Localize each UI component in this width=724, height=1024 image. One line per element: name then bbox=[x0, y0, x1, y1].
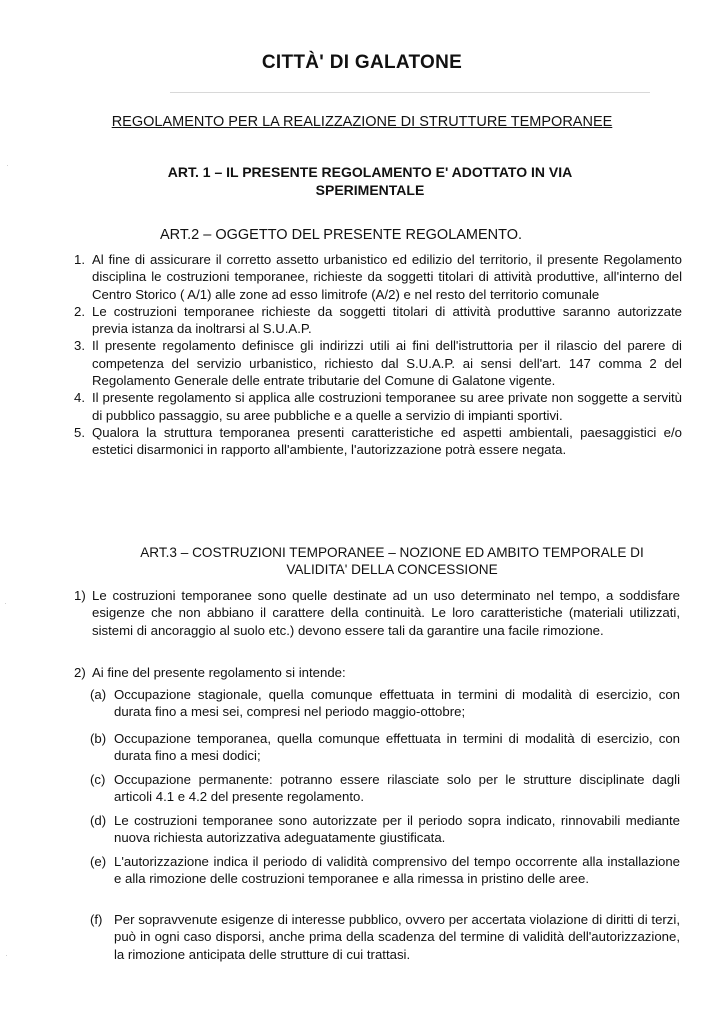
subitem-label: (e) bbox=[90, 854, 107, 869]
list-item bbox=[74, 337, 682, 389]
scan-speck: · bbox=[6, 160, 9, 170]
list-item-number: 4. bbox=[74, 390, 85, 406]
list-item-number: 2. bbox=[74, 303, 85, 319]
subitem-a bbox=[90, 686, 680, 721]
list-item bbox=[74, 389, 682, 424]
paragraph-text: Ai fine del presente regolamento si intende: bbox=[92, 665, 346, 680]
art3-paragraph-1 bbox=[74, 587, 680, 639]
subitem-b bbox=[90, 730, 680, 765]
subitem-label: (b) bbox=[90, 731, 107, 746]
subitem-label: (a) bbox=[90, 687, 107, 702]
scan-speck: · bbox=[4, 598, 7, 608]
subitem-text: Occupazione stagionale, quella comunque effettuata in termini di modalità di esercizio, con durata fino a mesi sei, compresi nel periodo maggio-ottobre; bbox=[114, 687, 680, 720]
subitem-e bbox=[90, 853, 680, 888]
list-item bbox=[74, 251, 682, 303]
paragraph-number: 2) bbox=[74, 665, 86, 680]
subitem-label: (c) bbox=[90, 772, 106, 787]
list-item-number: 5. bbox=[74, 424, 85, 440]
art1-heading: ART. 1 – IL PRESENTE REGOLAMENTO E' ADOTTATO IN VIA SPERIMENTALE bbox=[167, 164, 573, 198]
paragraph-number: 1) bbox=[74, 588, 86, 603]
subitem-f bbox=[90, 911, 680, 963]
list-item-number: 3. bbox=[74, 338, 85, 354]
subitem-label: (f) bbox=[90, 912, 103, 927]
list-item-text: Il presente regolamento definisce gli indirizzi utili ai fini dell'istruttoria per il rilascio del parere di competenza del servizio urbanistico, richiesto dal S.U.A.P. ai sensi dell'art. 147 comma 2 del Regolamento Generale delle entrate tributarie del Comune di Galatone vigente. bbox=[92, 338, 682, 389]
subitem-text: Le costruzioni temporanee sono autorizzate per il periodo sopra indicato, rinnovabili mediante nuova richiesta autorizzativa adeguatamente giustificata. bbox=[114, 813, 680, 846]
subitem-text: Occupazione permanente: potranno essere rilasciate solo per le strutture disciplinate dagli articoli 4.1 e 4.2 del presente regolamento. bbox=[114, 772, 680, 805]
list-item-text: Al fine di assicurare il corretto assetto urbanistico ed edilizio del territorio, il presente Regolamento disciplina le costruzioni temporanee, richieste da soggetti titolari di attività produttive, all'interno del Centro Storico ( A/1) alle zone ad esso limitrofe (A/2) e nel resto del territorio comunale bbox=[92, 252, 682, 302]
list-item-number: 1. bbox=[74, 252, 85, 267]
list-item bbox=[74, 303, 682, 338]
subitem-d bbox=[90, 812, 680, 847]
list-item bbox=[74, 424, 682, 459]
list-item-text: Le costruzioni temporanee richieste da soggetti titolari di attività produttive saranno autorizzate previa istanza da inoltrarsi al S.U.A.P. bbox=[92, 303, 682, 337]
document-title: CITTÀ' DI GALATONE bbox=[261, 52, 463, 73]
paragraph-text: Le costruzioni temporanee sono quelle destinate ad un uso determinato nel tempo, a soddisfare esigenze che non abbiano il carattere della continuità. Le loro caratteristiche (materiali utilizzati, sistemi di ancoraggio al suolo etc.) devono essere tali da garantire una facile rimozione. bbox=[92, 588, 680, 638]
art3-paragraph-2 bbox=[74, 664, 680, 681]
document-subtitle: REGOLAMENTO PER LA REALIZZAZIONE DI STRUTTURE TEMPORANEE bbox=[111, 114, 613, 130]
subitem-c bbox=[90, 771, 680, 806]
list-item-text: Il presente regolamento si applica alle costruzioni temporanee su aree private non soggette a servitù di pubblico passaggio, su aree pubbliche e a quelle a servizio di impianti sportivi. bbox=[92, 390, 682, 423]
subitem-text: L'autorizzazione indica il periodo di validità comprensivo del tempo occorrente alla installazione e alla rimozione delle costruzioni temporanee e alla rimessa in pristino delle aree. bbox=[114, 854, 680, 887]
art2-list bbox=[74, 251, 682, 459]
scan-speck: · bbox=[5, 950, 8, 960]
title-divider bbox=[170, 92, 650, 93]
subitem-text: Occupazione temporanea, quella comunque effettuata in termini di modalità di esercizio, con durata fino a mesi dodici; bbox=[114, 731, 680, 764]
subitem-label: (d) bbox=[90, 813, 107, 828]
list-item-text: Qualora la struttura temporanea presenti caratteristiche ed aspetti ambientali, paesaggistici e/o estetici disarmonici in rapporto all'ambiente, l'autorizzazione potrà essere negata. bbox=[92, 424, 682, 458]
subitem-text: Per sopravvenute esigenze di interesse pubblico, ovvero per accertata violazione di diritti di terzi, può in ogni caso disporsi, anche prima della scadenza del termine di validità dell'autorizzazione, la rimozione anticipata delle strutture di cui trattasi. bbox=[114, 912, 680, 962]
art3-heading: ART.3 – COSTRUZIONI TEMPORANEE – NOZIONE ED AMBITO TEMPORALE DI VALIDITA' DELLA CONCESSIONE bbox=[140, 545, 644, 577]
art2-heading: ART.2 – OGGETTO DEL PRESENTE REGOLAMENTO. bbox=[160, 227, 523, 243]
